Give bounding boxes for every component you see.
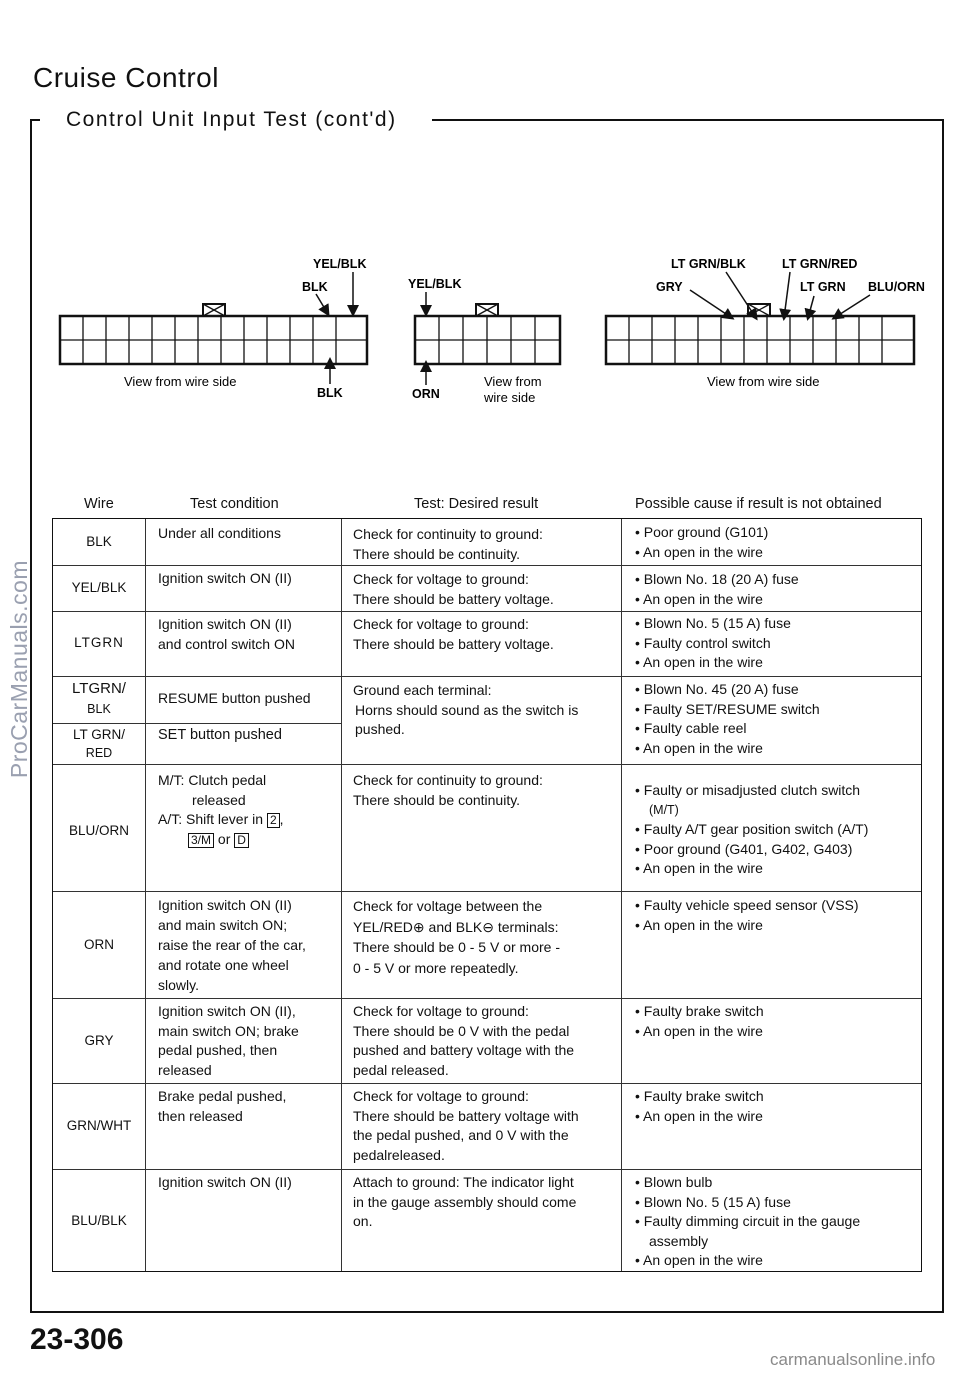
- label-mid-yelblk: YEL/BLK: [408, 277, 462, 291]
- causes-row-1: • Poor ground (G101) • An open in the wire: [635, 524, 769, 560]
- result-row-3: Check for voltage to ground: There should be battery voltage.: [353, 616, 554, 652]
- connector-diagram: [0, 0, 960, 420]
- result-row-1: Check for continuity to ground: There should be continuity.: [353, 526, 543, 562]
- caption-right: View from wire side: [707, 374, 820, 389]
- test-table: [52, 518, 922, 1272]
- causes-row-3: • Blown No. 5 (15 A) fuse • Faulty control switch • An open in the wire: [635, 615, 791, 670]
- causes-row-9: • Faulty brake switch • An open in the wire: [635, 1088, 764, 1124]
- wire-grnwht: GRN/WHT: [66, 1118, 132, 1133]
- label-mid-orn: ORN: [412, 387, 440, 401]
- wire-ltgrnblk: LTGRN/ BLK: [72, 680, 126, 716]
- causes-row-6: • Faulty or misadjusted clutch switch (M/T) • Faulty A/T gear position switch (A/T) • Poor ground (G401, G402, G403) • An open in the wire: [635, 782, 869, 876]
- causes-row-2: • Blown No. 18 (20 A) fuse • An open in the wire: [635, 571, 799, 607]
- gear-box-3m: 3/M: [188, 833, 214, 848]
- label-right-bluorn: BLU/ORN: [868, 280, 925, 294]
- caption-mid-2: wire side: [484, 390, 536, 405]
- condition-row-4: RESUME button pushed: [158, 690, 311, 706]
- gear-box-2: 2: [267, 813, 280, 828]
- label-right-ltgrn: LT GRN: [800, 280, 846, 294]
- wire-ltgrnred: LT GRN/ RED: [72, 727, 125, 760]
- caption-left: View from wire side: [124, 374, 237, 389]
- label-left-yelblk: YEL/BLK: [313, 257, 367, 271]
- result-row-10: Attach to ground: The indicator light in the gauge assembly should come on.: [353, 1174, 577, 1229]
- causes-row-10: • Blown bulb • Blown No. 5 (15 A) fuse • Faulty dimming circuit in the gauge assembly • An open in the wire: [635, 1174, 861, 1268]
- condition-row-1: Under all conditions: [158, 525, 281, 541]
- gear-box-d: D: [234, 833, 249, 848]
- caption-mid-1: View from: [484, 374, 542, 389]
- side-watermark: ProCarManuals.com: [6, 560, 32, 779]
- page-title: Cruise Control: [33, 62, 219, 93]
- condition-row-6: M/T: Clutch pedal released A/T: Shift lever in 2 , 3/M or D: [158, 772, 284, 847]
- condition-row-2: Ignition switch ON (II): [158, 570, 292, 586]
- header-wire: Wire: [84, 496, 114, 512]
- label-right-gry: GRY: [656, 280, 683, 294]
- label-right-ltgrnred: LT GRN/RED: [782, 257, 858, 271]
- wire-blk: BLK: [86, 534, 112, 549]
- result-row-8: Check for voltage to ground: There should be 0 V with the pedal pushed and battery voltage with the pedal released.: [353, 1003, 575, 1078]
- condition-row-3: Ignition switch ON (II) and control switch ON: [158, 616, 295, 652]
- header-test-condition: Test condition: [190, 496, 279, 512]
- condition-row-5: SET button pushed: [158, 727, 282, 743]
- header-desired-result: Test: Desired result: [414, 496, 539, 512]
- header-possible-cause: Possible cause if result is not obtained: [635, 496, 882, 512]
- result-row-2: Check for voltage to ground: There should be battery voltage.: [353, 571, 554, 607]
- section-subtitle: Control Unit Input Test (cont'd): [60, 108, 403, 132]
- wire-orn: ORN: [84, 937, 114, 952]
- condition-row-10: Ignition switch ON (II): [158, 1174, 292, 1190]
- label-left-blk-top: BLK: [302, 280, 328, 294]
- causes-row-7: • Faulty vehicle speed sensor (VSS) • An open in the wire: [635, 897, 859, 933]
- causes-row-4: • Blown No. 45 (20 A) fuse • Faulty SET/RESUME switch • Faulty cable reel • An open in the wire: [635, 681, 820, 756]
- right-connector: [606, 304, 914, 364]
- result-row-9: Check for voltage to ground: There should be battery voltage with the pedal pushed, and 0 V with the pedalreleased.: [353, 1088, 579, 1163]
- left-connector: [60, 304, 367, 364]
- wire-yelblk: YEL/BLK: [71, 580, 127, 595]
- wire-bluorn: BLU/ORN: [68, 823, 129, 838]
- condition-row-7: Ignition switch ON (II) and main switch ON; raise the rear of the car, and rotate one wheel slowly.: [158, 897, 306, 993]
- label-left-blk-bottom: BLK: [317, 386, 343, 400]
- bottom-watermark: carmanualsonline.info: [770, 1350, 936, 1369]
- result-row-6: Check for continuity to ground: There should be continuity.: [353, 772, 543, 808]
- result-row-4: Ground each terminal: Horns should sound as the switch is pushed.: [353, 682, 579, 737]
- wire-gry: GRY: [84, 1033, 114, 1048]
- wire-ltgrn: LTGRN: [74, 635, 124, 650]
- result-row-7: Check for voltage between the YEL/RED⊕ and BLK⊖ terminals: There should be 0 - 5 V or more - 0 - 5 V or more repeatedly.: [353, 898, 560, 976]
- page-number: 23-306: [30, 1323, 124, 1356]
- wire-blublk: BLU/BLK: [71, 1213, 127, 1228]
- condition-row-9: Brake pedal pushed, then released: [158, 1088, 287, 1124]
- middle-connector: [415, 304, 560, 364]
- condition-row-8: Ignition switch ON (II), main switch ON; brake pedal pushed, then released: [158, 1003, 299, 1078]
- causes-row-8: • Faulty brake switch • An open in the wire: [635, 1003, 764, 1039]
- label-right-ltgrnblk: LT GRN/BLK: [671, 257, 746, 271]
